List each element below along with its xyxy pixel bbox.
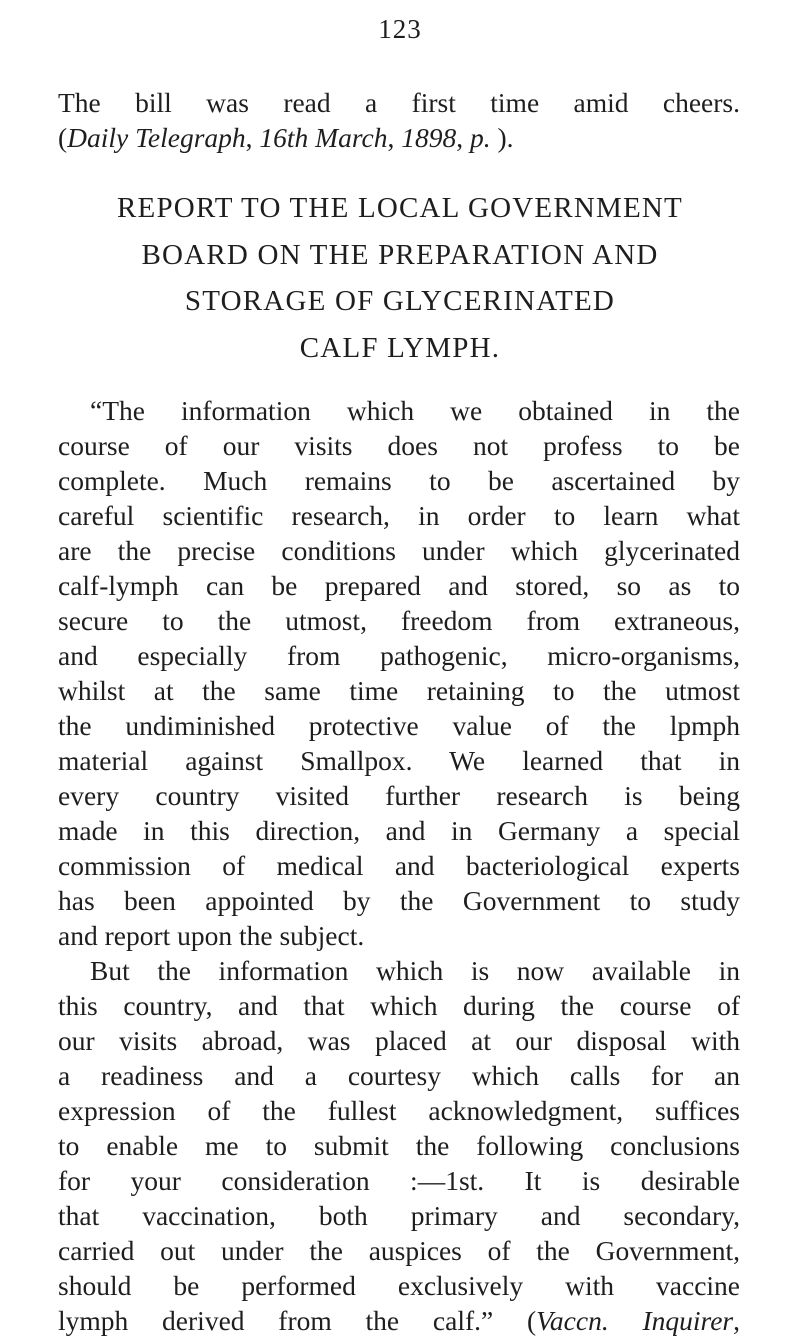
body-line: every country visited further research is being — [58, 780, 740, 811]
heading-line: BOARD ON THE PREPARATION AND — [141, 239, 659, 271]
body-line: and especially from pathogenic, micro-organisms, — [58, 640, 740, 671]
body-line: course of our visits does not profess to be — [58, 430, 740, 461]
closing-text: lymph derived from the calf.” ( — [58, 1305, 537, 1336]
page-number: 123 — [378, 14, 422, 44]
citation-open: ( — [58, 122, 68, 153]
body-line: this country, and that which during the course of — [58, 990, 740, 1021]
body-line: material against Smallpox. We learned that in — [58, 745, 740, 776]
body-line: calf-lymph can be prepared and stored, so as to — [58, 570, 740, 601]
body-line: our visits abroad, was placed at our disposal with — [58, 1025, 740, 1056]
body-line: whilst at the same time retaining to the utmost — [58, 675, 740, 706]
citation-year: 1898 — [401, 122, 457, 153]
body-line: for your consideration :—1st. It is desirable — [58, 1165, 740, 1196]
body-line: made in this direction, and in Germany a special — [58, 815, 740, 846]
body-line: expression of the fullest acknowledgment, suffices — [58, 1095, 740, 1126]
closing-separator: , — [733, 1305, 740, 1336]
citation-date: 16th March — [259, 122, 388, 153]
body-line: to enable me to submit the following conclusions — [58, 1130, 740, 1161]
citation-separator: , — [456, 122, 470, 153]
body-line: carried out under the auspices of the Government, — [58, 1235, 740, 1266]
body-line: a readiness and a courtesy which calls for an — [58, 1060, 740, 1091]
citation-separator: , — [387, 122, 402, 153]
heading-line: STORAGE OF GLYCERINATED — [184, 285, 616, 317]
citation-source: Daily Telegraph — [67, 122, 246, 153]
heading-line: REPORT TO THE LOCAL GOVERNMENT — [117, 192, 683, 224]
intro-line: The bill was read a first time amid cheers. — [58, 87, 740, 118]
closing-source: Vaccn. Inquirer — [536, 1305, 734, 1336]
citation-page: p. — [469, 122, 491, 153]
body-line: secure to the utmost, freedom from extraneous, — [58, 605, 740, 636]
body-line: should be performed exclusively with vaccine — [58, 1270, 740, 1301]
body-line: and report upon the subject. — [58, 920, 365, 951]
citation-close: ). — [490, 122, 514, 153]
intro-citation — [58, 121, 740, 155]
body-line: complete. Much remains to be ascertained by — [58, 465, 740, 496]
heading-line: CALF LYMPH. — [299, 332, 501, 364]
body-line: “The information which we obtained in the — [90, 395, 740, 426]
body-line: careful scientific research, in order to learn what — [58, 500, 740, 531]
body-line: has been appointed by the Government to study — [58, 885, 740, 916]
body-line: commission of medical and bacteriological experts — [58, 850, 740, 881]
body-line: the undiminished protective value of the lpmph — [58, 710, 740, 741]
citation-separator: , — [245, 122, 260, 153]
closing-line — [58, 1304, 740, 1338]
body-line: are the precise conditions under which glycerinated — [58, 535, 740, 566]
body-line: But the information which is now available in — [90, 955, 740, 986]
body-line: that vaccination, both primary and secondary, — [58, 1200, 740, 1231]
